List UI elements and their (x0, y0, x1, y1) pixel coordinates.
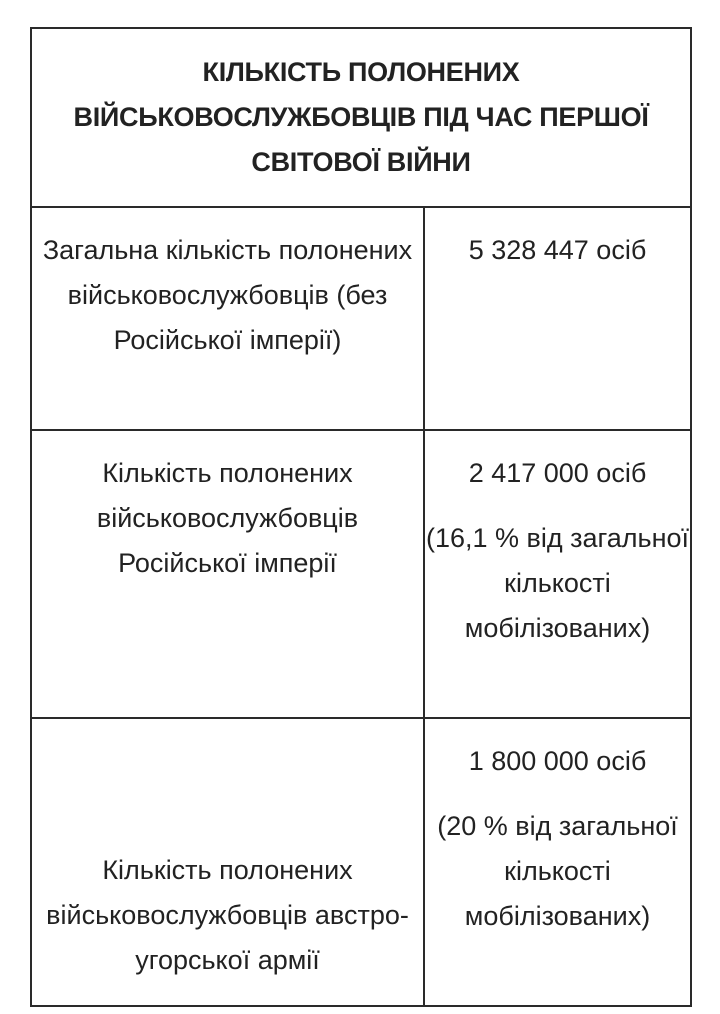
table-title-cell (31, 28, 691, 207)
row-label: Кількість полонених військовослужбовців австро-угорської армії (46, 855, 409, 975)
table-row (31, 430, 691, 718)
row-value: 5 328 447 осіб (468, 235, 647, 265)
row-value-cell (424, 718, 691, 1006)
row-value: 1 800 000 осіб (468, 746, 647, 776)
table-title: КІЛЬКІСТЬ ПОЛОНЕНИХ ВІЙСЬКОВОСЛУЖБОВЦІВ ПІД ЧАС ПЕРШОЇ СВІТОВОЇ ВІЙНИ (73, 57, 649, 177)
row-label-cell (31, 718, 424, 1006)
row-label: Загальна кількість полонених військовослужбовців (без Російської імперії) (42, 235, 413, 355)
pow-statistics-table (30, 27, 692, 1007)
row-value-note: (16,1 % від загальної кількості мобілізованих) (425, 523, 690, 643)
table-row (31, 207, 691, 430)
row-value-note: (20 % від загальної кількості мобілізованих) (437, 811, 678, 931)
table-row (31, 718, 691, 1006)
row-label-cell (31, 207, 424, 430)
row-value-cell (424, 207, 691, 430)
row-value-cell (424, 430, 691, 718)
row-value: 2 417 000 осіб (468, 458, 647, 488)
table-header-row (31, 28, 691, 207)
row-label-cell (31, 430, 424, 718)
row-label: Кількість полонених військовослужбовців Російської імперії (96, 458, 359, 578)
